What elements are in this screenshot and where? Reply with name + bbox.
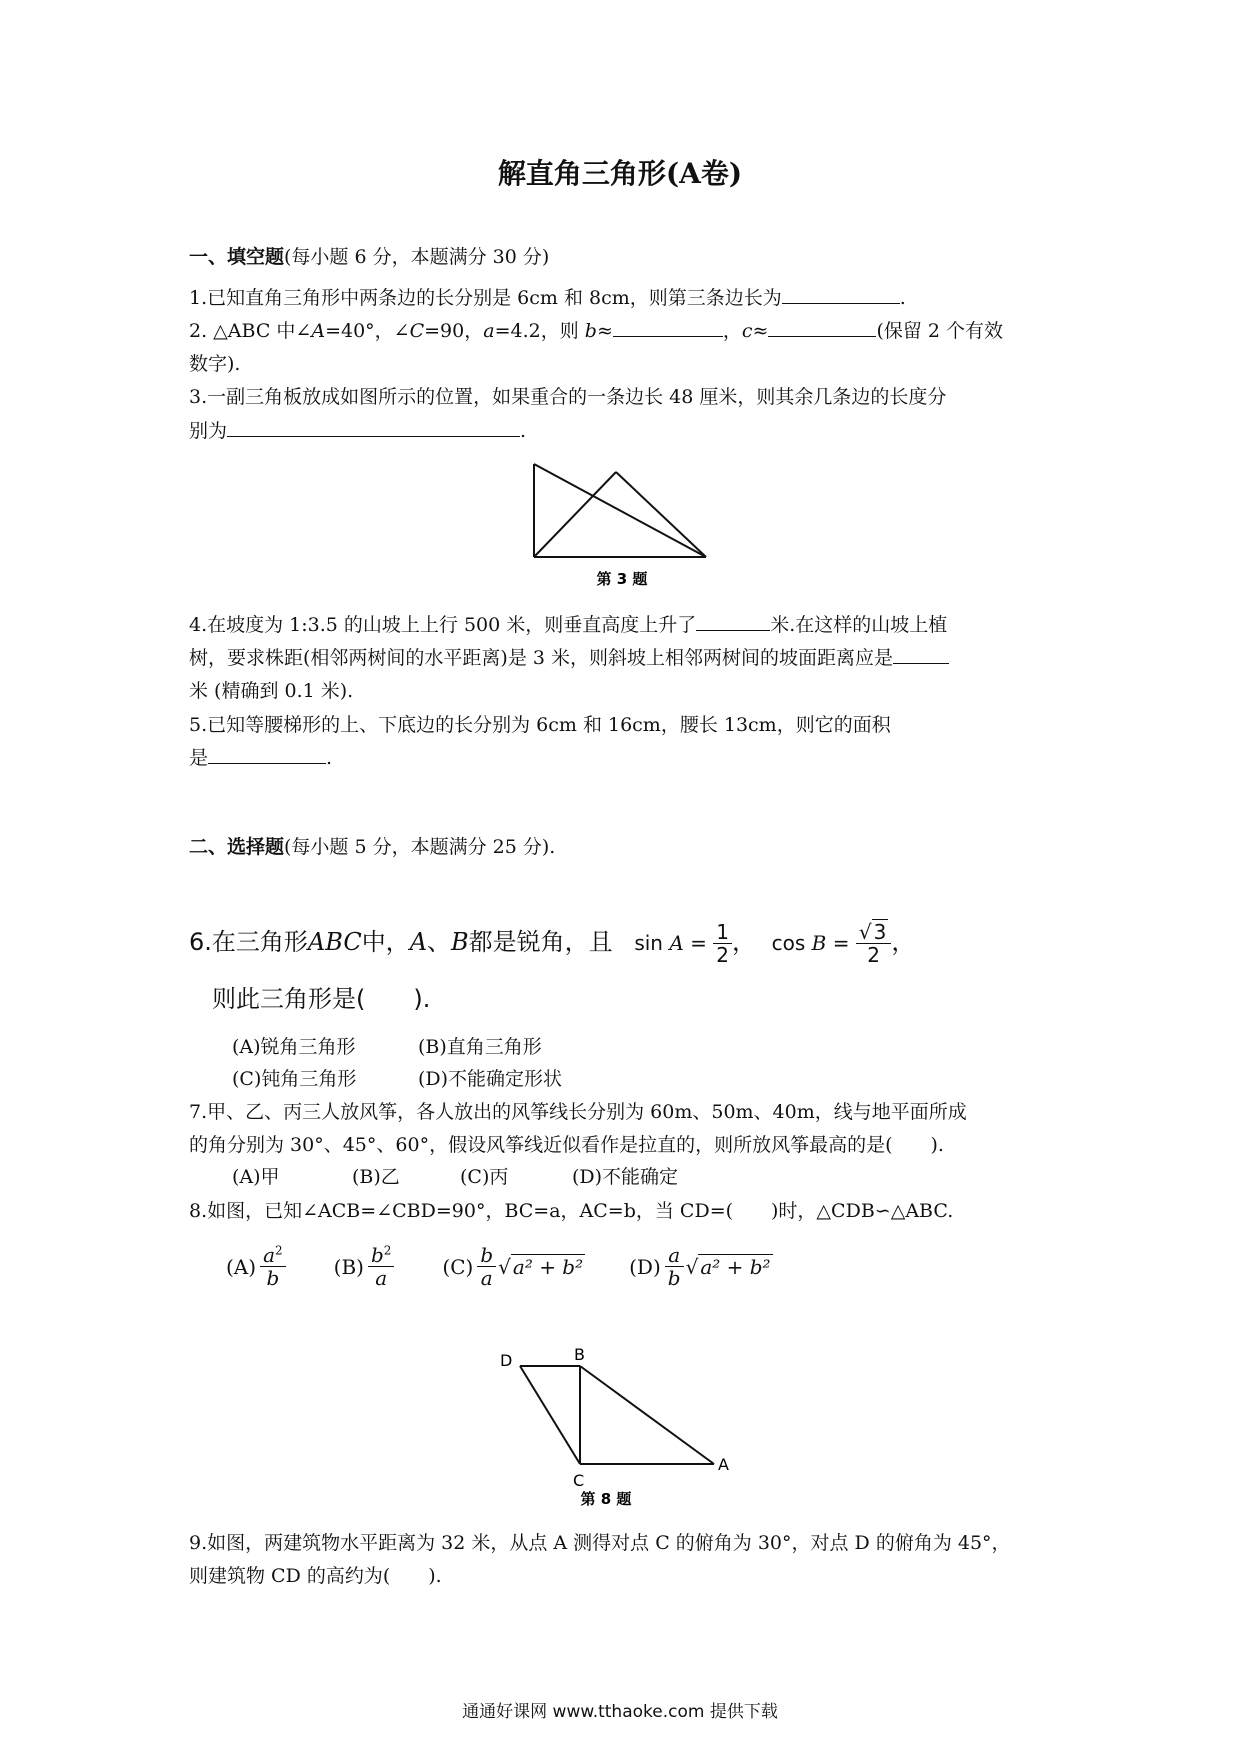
q8-opt-d-frac — [665, 1244, 684, 1289]
fig8-ba — [580, 1366, 714, 1464]
q8-opt-a-frac — [260, 1244, 286, 1289]
q4-line2: 树，要求株距(相邻两树间的水平距离)是 3 米，则斜坡上相邻两树间的坡面距离应是 — [189, 647, 893, 669]
q2-e: =90， — [424, 320, 484, 342]
q6-option-a: (A)锐角三角形 — [232, 1036, 356, 1058]
q4-blank1 — [696, 612, 770, 631]
q8-b2-exp: 2 — [383, 1243, 392, 1258]
section1-head: 一、填空题 — [189, 246, 285, 268]
q6-A: A — [409, 928, 428, 956]
q8-opt-c-root: √ a² + b² — [498, 1254, 584, 1279]
q8-opt-b-den: a — [375, 1266, 388, 1290]
q8-opt-c-frac — [477, 1244, 496, 1289]
q8-a2-base: a — [263, 1243, 275, 1267]
figure-8 — [488, 1336, 738, 1511]
question-7-line2: 的角分别为 30°、45°、60°，假设风筝线近似看作是拉直的，则所放风筝最高的是( ). — [189, 1134, 944, 1156]
q8-opt-d-under: a² + b² — [700, 1254, 771, 1279]
q2-h: b — [584, 320, 597, 342]
question-1 — [189, 285, 906, 311]
q6-eq2: = — [826, 931, 856, 955]
q6-option-d: (D)不能确定形状 — [418, 1068, 563, 1090]
q8-options — [226, 1244, 773, 1289]
fig8-label-d: D — [500, 1351, 513, 1370]
q6-abc: ABC — [307, 928, 362, 956]
q5-line2a: 是 — [189, 747, 209, 769]
q6-sinA: A — [669, 931, 684, 955]
q2-a: 2. △ABC 中∠ — [189, 320, 312, 342]
q8-opt-a-num — [260, 1244, 286, 1267]
q4-line1a: 4.在坡度为 1:3.5 的山坡上上行 500 米，则垂直高度上升了 — [189, 614, 697, 636]
q2-k: c — [741, 320, 753, 342]
q8-opt-b-frac — [368, 1244, 394, 1289]
q6-sin: sin — [634, 931, 670, 955]
fig3-diagonal — [534, 464, 706, 557]
q1-blank — [782, 285, 900, 304]
q8-opt-c-num: b — [477, 1244, 496, 1267]
q2-m: (保留 2 个有效 — [876, 320, 1004, 342]
question-6-line2: 则此三角形是( ). — [212, 985, 431, 1013]
q3-line2a: 别为 — [189, 420, 228, 442]
q6-eq1: = — [683, 931, 714, 955]
q8-opt-b-num — [368, 1244, 394, 1267]
q8-opt-d-num: a — [665, 1244, 684, 1267]
q2-blank-c — [768, 318, 876, 337]
q2-blank-b — [613, 318, 723, 337]
q6-option-c: (C)钝角三角形 — [232, 1068, 357, 1090]
fig3-caption: 第 3 题 — [596, 570, 648, 588]
question-9-line1: 9.如图，两建筑物水平距离为 32 米，从点 A 测得对点 C 的俯角为 30°，对点 D 的俯角为 45°， — [189, 1532, 1011, 1554]
question-2-line2: 数字). — [189, 353, 241, 375]
q6-c: 都是锐角，且 — [468, 928, 613, 956]
q2-j: ， — [722, 320, 742, 342]
question-5-line2 — [189, 745, 332, 771]
q6-den2: 2 — [867, 942, 880, 967]
q8-opt-a-den: b — [266, 1266, 280, 1290]
q7-option-c: (C)丙 — [460, 1166, 509, 1188]
question-2-line1 — [189, 318, 1003, 344]
q2-l: ≈ — [752, 320, 769, 342]
q8-opt-c-label: (C) — [442, 1254, 474, 1279]
q6-end: ， — [891, 928, 916, 956]
q8-opt-b-label: (B) — [333, 1254, 364, 1279]
q3-blank — [227, 418, 520, 437]
q6-frac-2 — [856, 921, 891, 966]
q6-sep: 、 — [427, 928, 452, 956]
section2-note: (每小题 5 分，本题满分 25 分). — [284, 836, 556, 858]
q6-cos: cos — [771, 931, 812, 955]
q4-line1b: 米.在这样的山坡上植 — [770, 614, 948, 636]
q1-end: . — [899, 287, 906, 309]
q8-opt-d-label: (D) — [629, 1254, 661, 1279]
q7-option-a: (A)甲 — [232, 1166, 280, 1188]
question-4-line2 — [189, 645, 949, 671]
q8-opt-d-den: b — [667, 1266, 681, 1290]
question-6-line1 — [189, 912, 915, 973]
q7-option-b: (B)乙 — [352, 1166, 400, 1188]
q6-B: B — [451, 928, 469, 956]
q6-frac-1 — [713, 921, 732, 966]
q6-den1: 2 — [716, 942, 729, 967]
fig3-left-leg — [534, 472, 616, 557]
question-4-line1 — [189, 612, 947, 638]
question-3-line1: 3.一副三角板放成如图所示的位置，如果重合的一条边长 48 厘米，则其余几条边的长度分 — [189, 386, 947, 408]
fig8-label-b: B — [574, 1345, 585, 1364]
question-5-line1: 5.已知等腰梯形的上、下底边的长分别为 6cm 和 16cm，腰长 13cm，则它的面积 — [189, 714, 891, 736]
fig8-label-a: A — [718, 1455, 729, 1474]
q2-g: =4.2，则 — [494, 320, 585, 342]
section2-head: 二、选择题 — [189, 836, 285, 858]
q2-i: ≈ — [596, 320, 613, 342]
question-8: 8.如图，已知∠ACB=∠CBD=90°，BC=a，AC=b，当 CD=( )时，△CDB∽△ABC. — [189, 1200, 954, 1222]
q4-blank2 — [893, 645, 949, 664]
q2-d: C — [409, 320, 425, 342]
q6-num2-wrap: √ 3 — [856, 921, 891, 944]
q6-a: 6.在三角形 — [189, 928, 308, 956]
fig8-label-c: C — [573, 1471, 585, 1490]
question-4-line3: 米 (精确到 0.1 米). — [189, 680, 354, 702]
section2-heading — [189, 834, 555, 860]
q8-opt-a-label: (A) — [226, 1254, 257, 1279]
q2-f: a — [483, 320, 495, 342]
q8-b2-base: b — [370, 1243, 384, 1267]
page-title: 解直角三角形(A卷) — [497, 157, 743, 190]
q6-b: 中， — [361, 928, 410, 956]
q6-cosB: B — [811, 931, 827, 955]
q8-a2-exp: 2 — [275, 1243, 283, 1258]
q7-option-d: (D)不能确定 — [572, 1166, 679, 1188]
fig8-dc — [520, 1366, 580, 1464]
q2-c: =40°，∠ — [325, 320, 410, 342]
q8-opt-c-under: a² + b² — [512, 1254, 584, 1279]
q6-num2: 3 — [873, 919, 887, 944]
q6-comma: ， — [732, 928, 756, 956]
q5-line2b: . — [326, 747, 333, 769]
q8-opt-c-den: a — [480, 1266, 493, 1290]
q8-opt-d-root: √ a² + b² — [685, 1254, 771, 1279]
footer: 通通好课网 www.tthaoke.com 提供下载 — [462, 1702, 778, 1722]
q3-line2b: . — [520, 420, 527, 442]
question-3-line2 — [189, 418, 526, 444]
figure-3 — [528, 460, 716, 592]
q1-text: 1.已知直角三角形中两条边的长分别是 6cm 和 8cm，则第三条边长为 — [189, 287, 782, 309]
q6-option-b: (B)直角三角形 — [418, 1036, 542, 1058]
question-9-line2: 则建筑物 CD 的高约为( ). — [189, 1565, 442, 1587]
q5-blank — [208, 745, 326, 764]
section1-heading — [189, 244, 549, 270]
q2-b: A — [311, 320, 326, 342]
q6-num1: 1 — [713, 921, 732, 944]
question-7-line1: 7.甲、乙、丙三人放风筝，各人放出的风筝线长分别为 60m、50m、40m，线与地平面所成 — [189, 1101, 967, 1123]
section1-note: (每小题 6 分，本题满分 30 分) — [284, 246, 550, 268]
fig8-caption: 第 8 题 — [580, 1490, 632, 1508]
